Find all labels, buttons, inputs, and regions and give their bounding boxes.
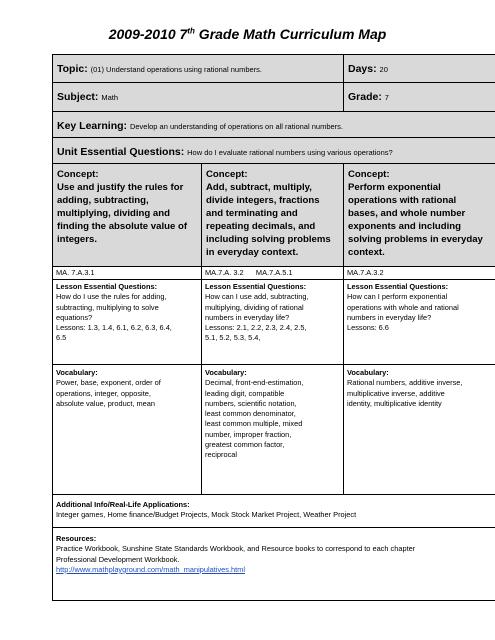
lesson-questions-row bbox=[53, 280, 495, 365]
manipulatives-link[interactable]: http://www.mathplayground.com/math_manipulatives.html bbox=[56, 564, 245, 574]
resources-row bbox=[53, 528, 495, 601]
standard-code-2: MA.7.A. 3.2 MA.7.A.5.1 bbox=[202, 267, 344, 279]
key-learning-cell: Key Learning: Develop an understanding of operations on all rational numbers. bbox=[53, 112, 495, 137]
subject-cell: Subject: Math bbox=[53, 83, 344, 111]
vocabulary-2: Vocabulary: Decimal, front-end-estimation, leading digit, compatible numbers, scientific notation, least common denominator, least common multiple, mixed number, improper fraction, greatest common factor, reciprocal bbox=[202, 365, 344, 494]
grade-cell: Grade: 7 bbox=[344, 83, 495, 111]
vocabulary-3: Vocabulary: Rational numbers, additive inverse, multiplicative inverse, additive identity, multiplicative identity bbox=[344, 365, 495, 494]
standard-code-1: MA. 7.A.3.1 bbox=[53, 267, 202, 279]
concept-cell-2: Concept: Add, subtract, multiply, divide integers, fractions and terminating and repeating decimals, and including solving problems in everyday context. bbox=[202, 164, 344, 266]
days-cell: Days: 20 bbox=[344, 55, 495, 82]
topic-cell: Topic: (01) Understand operations using rational numbers. bbox=[53, 55, 344, 82]
resources-cell: Resources: Practice Workbook, Sunshine State Standards Workbook, and Resource books to correspond to each chapter Professional Development Workbook. http://www.mathplayground.com/math_manipulatives.html bbox=[53, 528, 495, 600]
additional-info-cell: Additional Info/Real-Life Applications: Integer games, Home finance/Budget Projects, Mock Stock Market Project, Weather Project bbox=[53, 495, 495, 527]
subject-row bbox=[53, 83, 495, 112]
document-title: 2009-2010 7th Grade Math Curriculum Map bbox=[108, 26, 387, 42]
lesson-code-row bbox=[53, 267, 495, 280]
unit-questions-row bbox=[53, 138, 495, 164]
additional-info-row bbox=[53, 495, 495, 528]
curriculum-table bbox=[52, 54, 495, 601]
unit-questions-cell: Unit Essential Questions: How do I evaluate rational numbers using various operations? bbox=[53, 138, 495, 163]
vocabulary-1: Vocabulary: Power, base, exponent, order of operations, integer, opposite, absolute value, product, mean bbox=[53, 365, 202, 494]
standard-code-3: MA.7.A.3.2 bbox=[344, 267, 495, 279]
lesson-questions-2: Lesson Essential Questions: How can I use add, subtracting, multiplying, dividing of rational numbers in everyday life? Lessons: 2.1, 2.2, 2.3, 2.4, 2.5, 5.1, 5.2, 5.3, 5.4, bbox=[202, 280, 344, 364]
topic-row bbox=[53, 55, 495, 83]
concept-cell-1: Concept: Use and justify the rules for adding, subtracting, multiplying, dividing and finding the absolute value of integers. bbox=[53, 164, 202, 266]
key-learning-row bbox=[53, 112, 495, 138]
concept-row bbox=[53, 164, 495, 267]
lesson-questions-3: Lesson Essential Questions: How can I perform exponential operations with whole and rational numbers in everyday life? Lessons: 6.6 bbox=[344, 280, 495, 364]
concept-cell-3: Concept: Perform exponential operations with rational bases, and whole number exponents and including solving problems in everyday context. bbox=[344, 164, 495, 266]
vocabulary-row bbox=[53, 365, 495, 495]
lesson-questions-1: Lesson Essential Questions: How do I use the rules for adding, subtracting, multiplying to solve equations? Lessons: 1.3, 1.4, 6.1, 6.2, 6.3, 6.4, 6.5 bbox=[53, 280, 202, 364]
